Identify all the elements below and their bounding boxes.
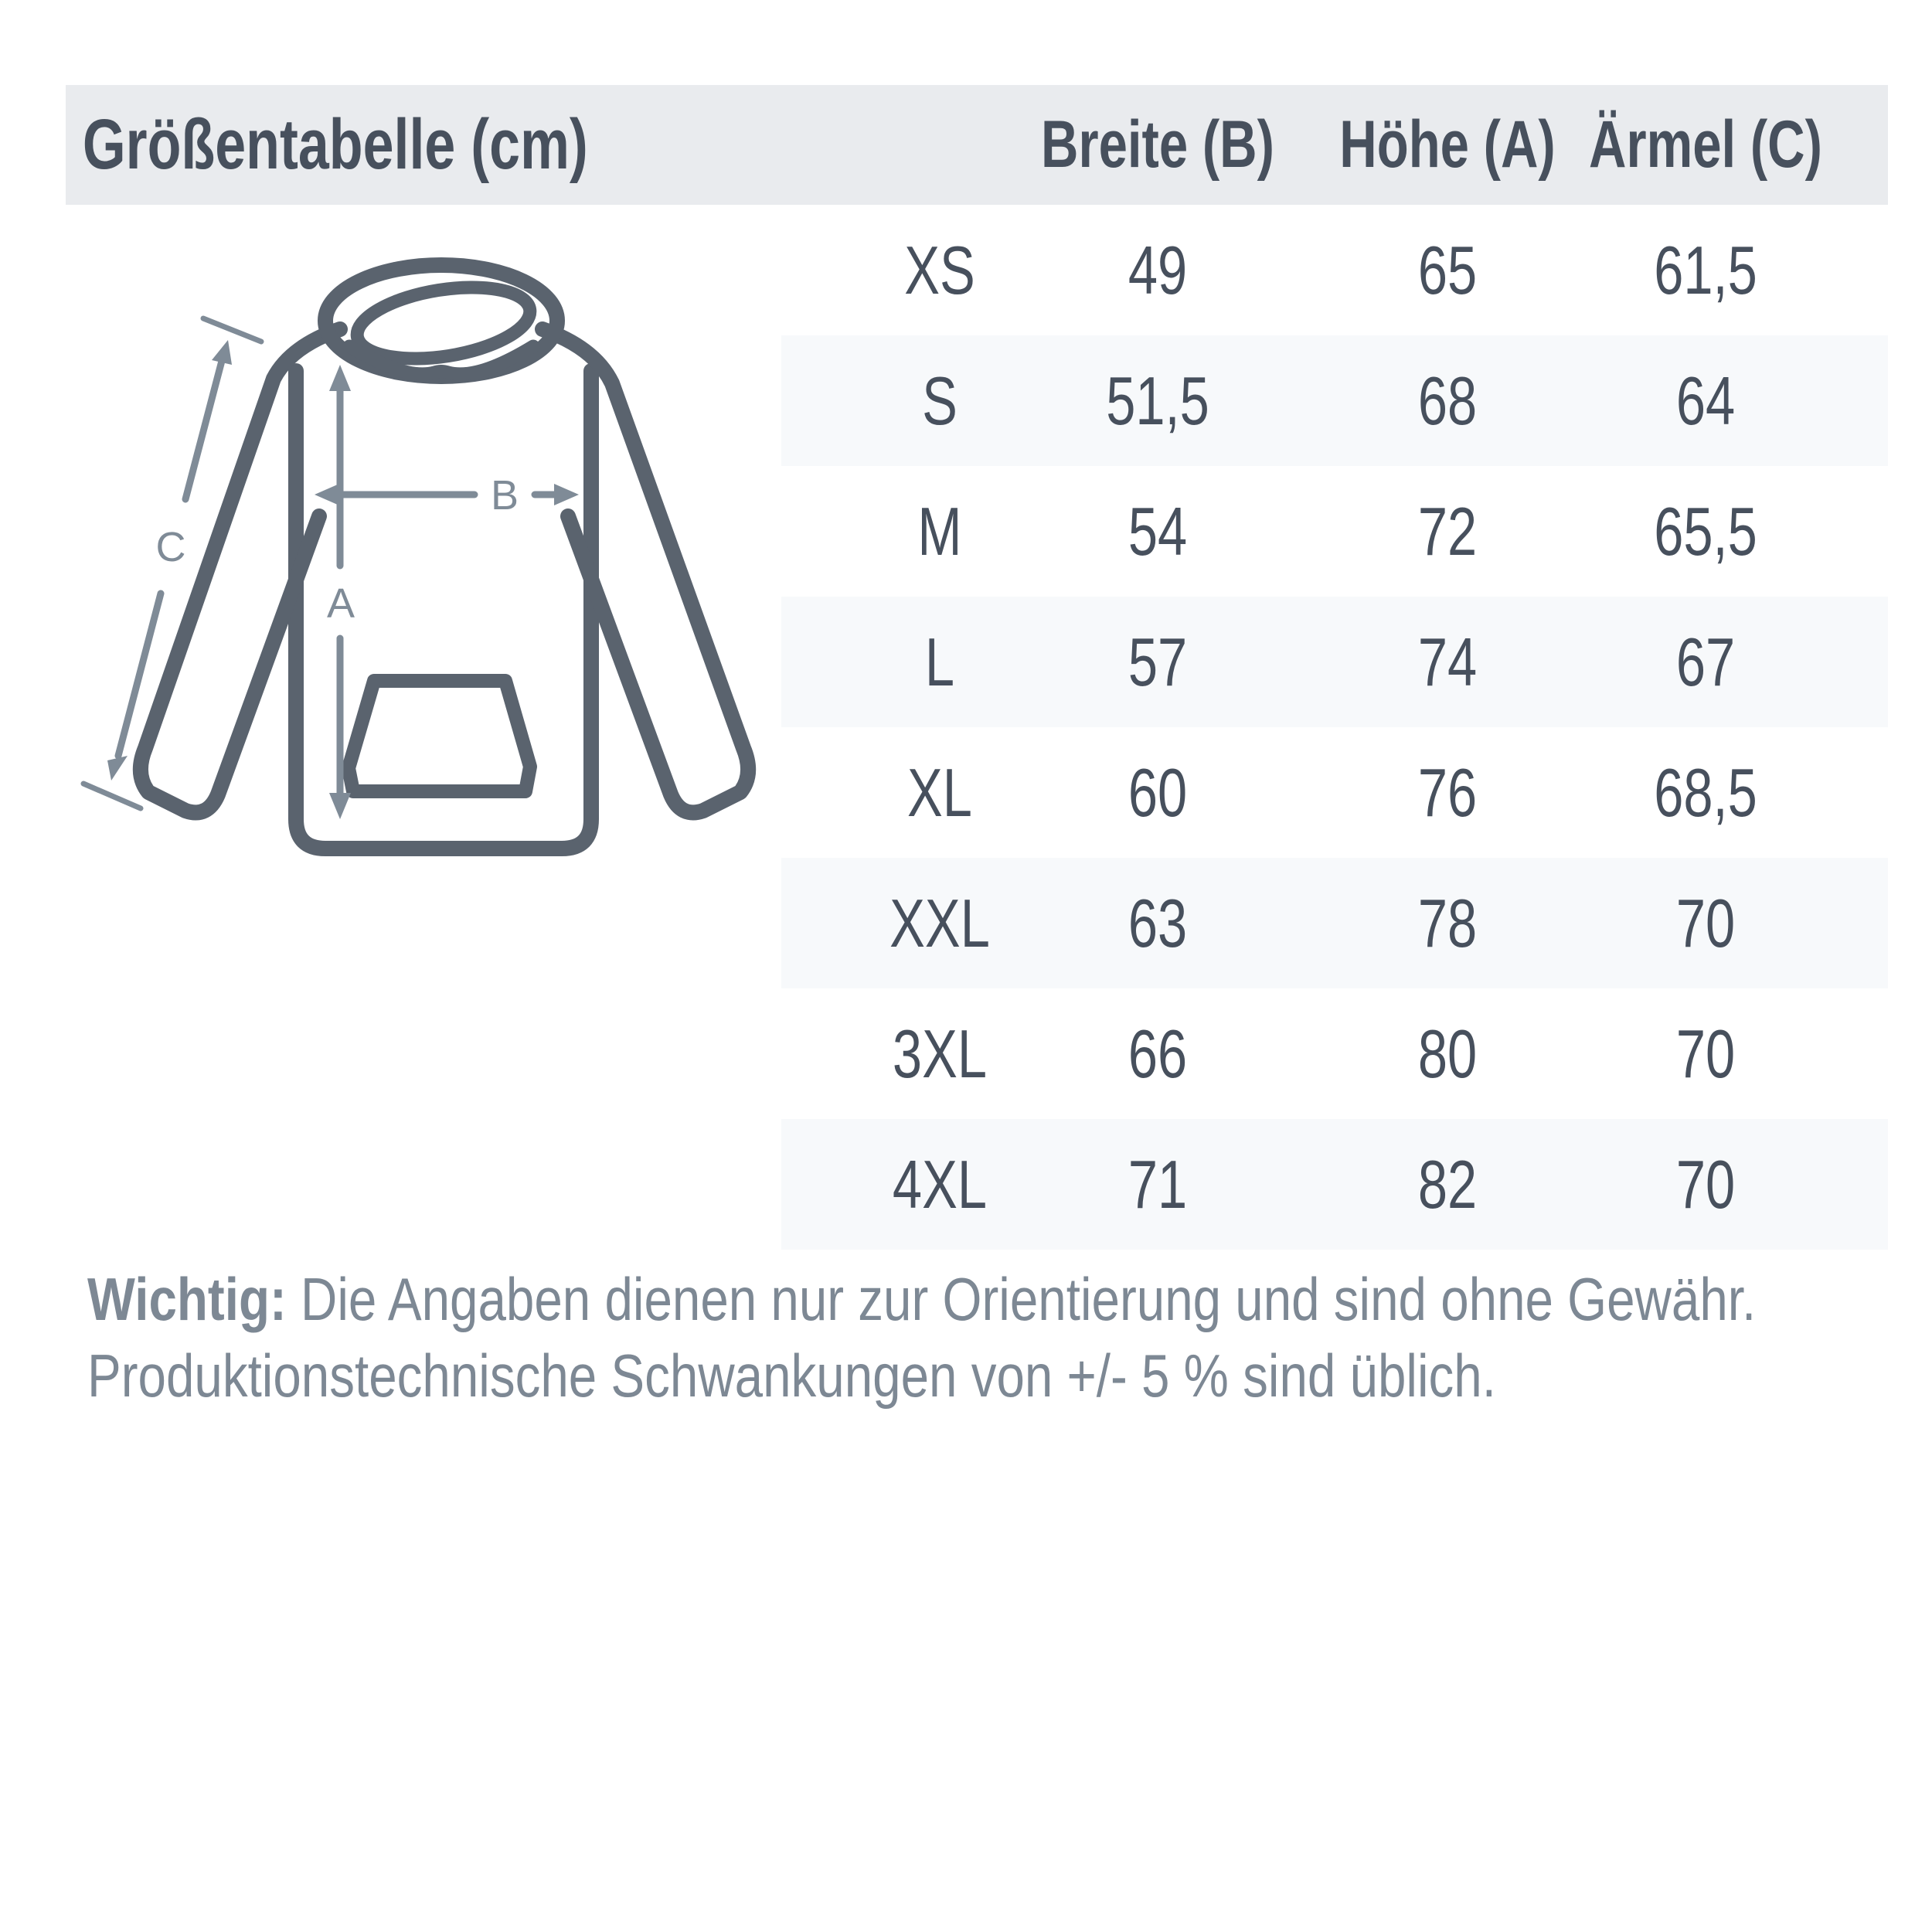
measure-c-top-tick <box>203 318 261 342</box>
hoodie-outline <box>141 265 748 849</box>
arrowhead-b-right <box>554 484 579 505</box>
table-row-xxl <box>781 858 1888 988</box>
size-table <box>781 205 1888 1250</box>
measure-label-b: B <box>490 472 519 519</box>
size-label: 4XL <box>892 1145 987 1223</box>
table-row-l <box>781 597 1888 727</box>
breite-value: 54 <box>1128 492 1188 570</box>
hoehe-value: 74 <box>1417 623 1478 700</box>
column-header-aermel: Ärmel (C) <box>1588 107 1822 182</box>
table-header <box>66 85 1888 205</box>
disclaimer-line-1 <box>87 1261 1756 1338</box>
breite-value: 71 <box>1128 1145 1188 1223</box>
size-label: XXL <box>889 884 990 961</box>
hoehe-value: 80 <box>1417 1015 1478 1092</box>
table-row-xs <box>781 205 1888 335</box>
disclaimer-note <box>87 1261 1932 1414</box>
hoehe-value: 72 <box>1417 492 1478 570</box>
arrowhead-c-up <box>212 340 232 365</box>
arrowhead-a-down <box>329 793 351 819</box>
measure-c-bottom-tick <box>83 784 141 808</box>
column-header-hoehe: Höhe (A) <box>1339 107 1556 182</box>
table-row-m <box>781 466 1888 597</box>
measure-label-a: A <box>326 580 355 627</box>
kangaroo-pocket <box>349 681 530 791</box>
size-label: L <box>924 623 954 700</box>
measure-label-c: C <box>155 524 186 570</box>
breite-value: 51,5 <box>1106 362 1209 439</box>
table-row-4xl <box>781 1119 1888 1250</box>
size-label: M <box>917 492 962 570</box>
aermel-value: 70 <box>1675 1015 1735 1092</box>
table-header-columns <box>781 85 1888 205</box>
disclaimer-bold-word: Wichtig: <box>87 1265 287 1333</box>
size-label: XL <box>906 753 972 831</box>
column-header-breite: Breite (B) <box>1040 107 1274 182</box>
arrowhead-c-down <box>107 756 128 781</box>
aermel-value: 67 <box>1675 623 1735 700</box>
aermel-value: 65,5 <box>1653 492 1757 570</box>
arrowhead-a-up <box>329 365 351 391</box>
hoodie-right-sleeve <box>543 329 748 812</box>
disclaimer-line-1-text: Die Angaben dienen nur zur Orientierung und sind ohne Gewähr. <box>286 1265 1757 1333</box>
hoodie-measure-diagram <box>62 216 796 912</box>
hoehe-value: 82 <box>1417 1145 1478 1223</box>
aermel-value: 68,5 <box>1653 753 1757 831</box>
table-row-3xl <box>781 988 1888 1119</box>
hoehe-value: 68 <box>1417 362 1478 439</box>
breite-value: 49 <box>1128 231 1188 308</box>
table-row-s <box>781 335 1888 466</box>
size-label: 3XL <box>892 1015 987 1092</box>
aermel-value: 70 <box>1675 1145 1735 1223</box>
aermel-value: 70 <box>1675 884 1735 961</box>
hoodie-left-sleeve <box>141 329 340 812</box>
arrowhead-b-left <box>315 484 339 505</box>
disclaimer-line-2: Produktionstechnische Schwankungen von +/- 5 % sind üblich. <box>87 1342 1496 1410</box>
hoehe-value: 76 <box>1417 753 1478 831</box>
size-label: S <box>921 362 957 439</box>
size-label: XS <box>903 231 975 308</box>
breite-value: 57 <box>1128 623 1188 700</box>
measure-arrow-c-upper <box>185 361 222 499</box>
aermel-value: 61,5 <box>1653 231 1757 308</box>
page-title: Größentabelle (cm) <box>82 105 588 184</box>
hoehe-value: 65 <box>1417 231 1478 308</box>
table-row-xl <box>781 727 1888 858</box>
breite-value: 66 <box>1128 1015 1188 1092</box>
hoehe-value: 78 <box>1417 884 1478 961</box>
aermel-value: 64 <box>1675 362 1735 439</box>
breite-value: 60 <box>1128 753 1188 831</box>
breite-value: 63 <box>1128 884 1188 961</box>
